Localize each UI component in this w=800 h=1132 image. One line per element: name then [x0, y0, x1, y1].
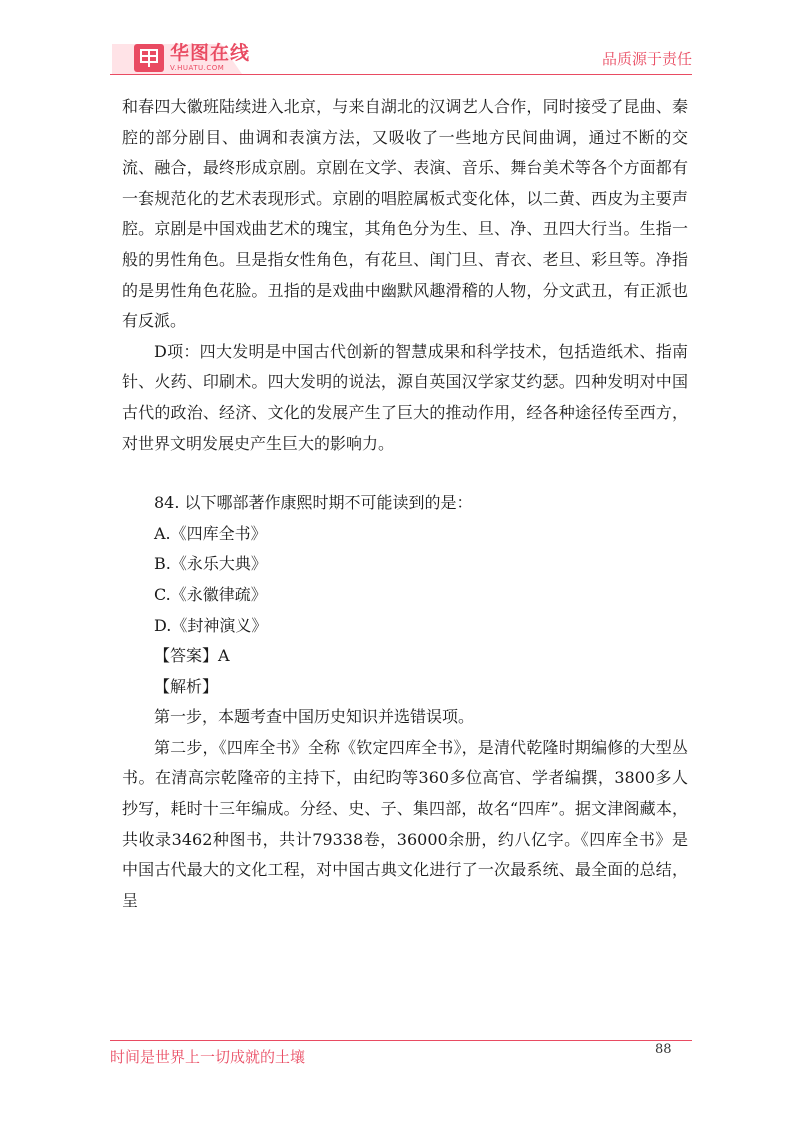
analysis-step-2: 第二步，《四库全书》全称《钦定四库全书》，是清代乾隆时期编修的大型丛书。在清高宗乾隆帝的主持下，由纪昀等360多位高官、学者编撰，3800多人抄写，耗时十三年编成。分经、史、子、集四部，故名“四库”。据文津阁藏本，共收录3462种图书，共计79338卷，36000余册，约八亿字。《四库全书》是中国古代最大的文化工程，对中国古典文化进行了一次最系统、最全面的总结，呈	[122, 737, 688, 910]
header-divider	[110, 74, 692, 75]
paragraph-peking-opera: 和春四大徽班陆续进入北京，与来自湖北的汉调艺人合作，同时接受了昆曲、秦腔的部分剧目、曲调和表演方法，又吸收了一些地方民间曲调，通过不断的交流、融合，最终形成京剧。京剧在文学、表演、音乐、舞台美术等各个方面都有一套规范化的艺术表现形式。京剧的唱腔属板式变化体，以二黄、西皮为主要声腔。京剧是中国戏曲艺术的瑰宝，其角色分为生、旦、净、丑四大行当。生指一般的男性角色。旦是指女性角色，有花旦、闺门旦、青衣、老旦、彩旦等。净指的是男性角色花脸。丑指的是戏曲中幽默风趣滑稽的人物，分文武丑，有正派也有反派。	[122, 97, 688, 331]
logo-url: V.HUATU.COM	[170, 64, 225, 72]
footer-motto: 时间是世界上一切成就的土壤	[110, 1048, 306, 1066]
footer-divider	[110, 1040, 692, 1041]
question-stem: 84. 以下哪部著作康熙时期不可能读到的是：	[154, 493, 473, 513]
analysis-label: 【解析】	[154, 676, 219, 696]
analysis-step-1: 第一步，本题考查中国历史知识并选错误项。	[154, 707, 475, 727]
page-number: 88	[655, 1042, 672, 1057]
paragraph-option-d: D项：四大发明是中国古代创新的智慧成果和科学技术，包括造纸术、指南针、火药、印刷术。四大发明的说法，源自英国汉学家艾约瑟。四种发明对中国古代的政治、经济、文化的发展产生了巨大的推动作用，经各种途径传至西方，对世界文明发展史产生巨大的影响力。	[122, 341, 688, 453]
option-a: A.《四库全书》	[154, 523, 267, 543]
answer-line: 【答案】A	[154, 646, 230, 666]
header-slogan: 品质源于责任	[601, 50, 692, 68]
option-c: C.《永徽律疏》	[154, 584, 267, 604]
logo-mark-icon	[134, 44, 164, 72]
option-d: D.《封神演义》	[154, 615, 268, 635]
page-content	[122, 92, 688, 916]
option-b: B.《永乐大典》	[154, 554, 267, 574]
logo-name: 华图在线	[170, 42, 251, 64]
brand-logo	[134, 43, 250, 73]
page-header	[0, 0, 800, 80]
